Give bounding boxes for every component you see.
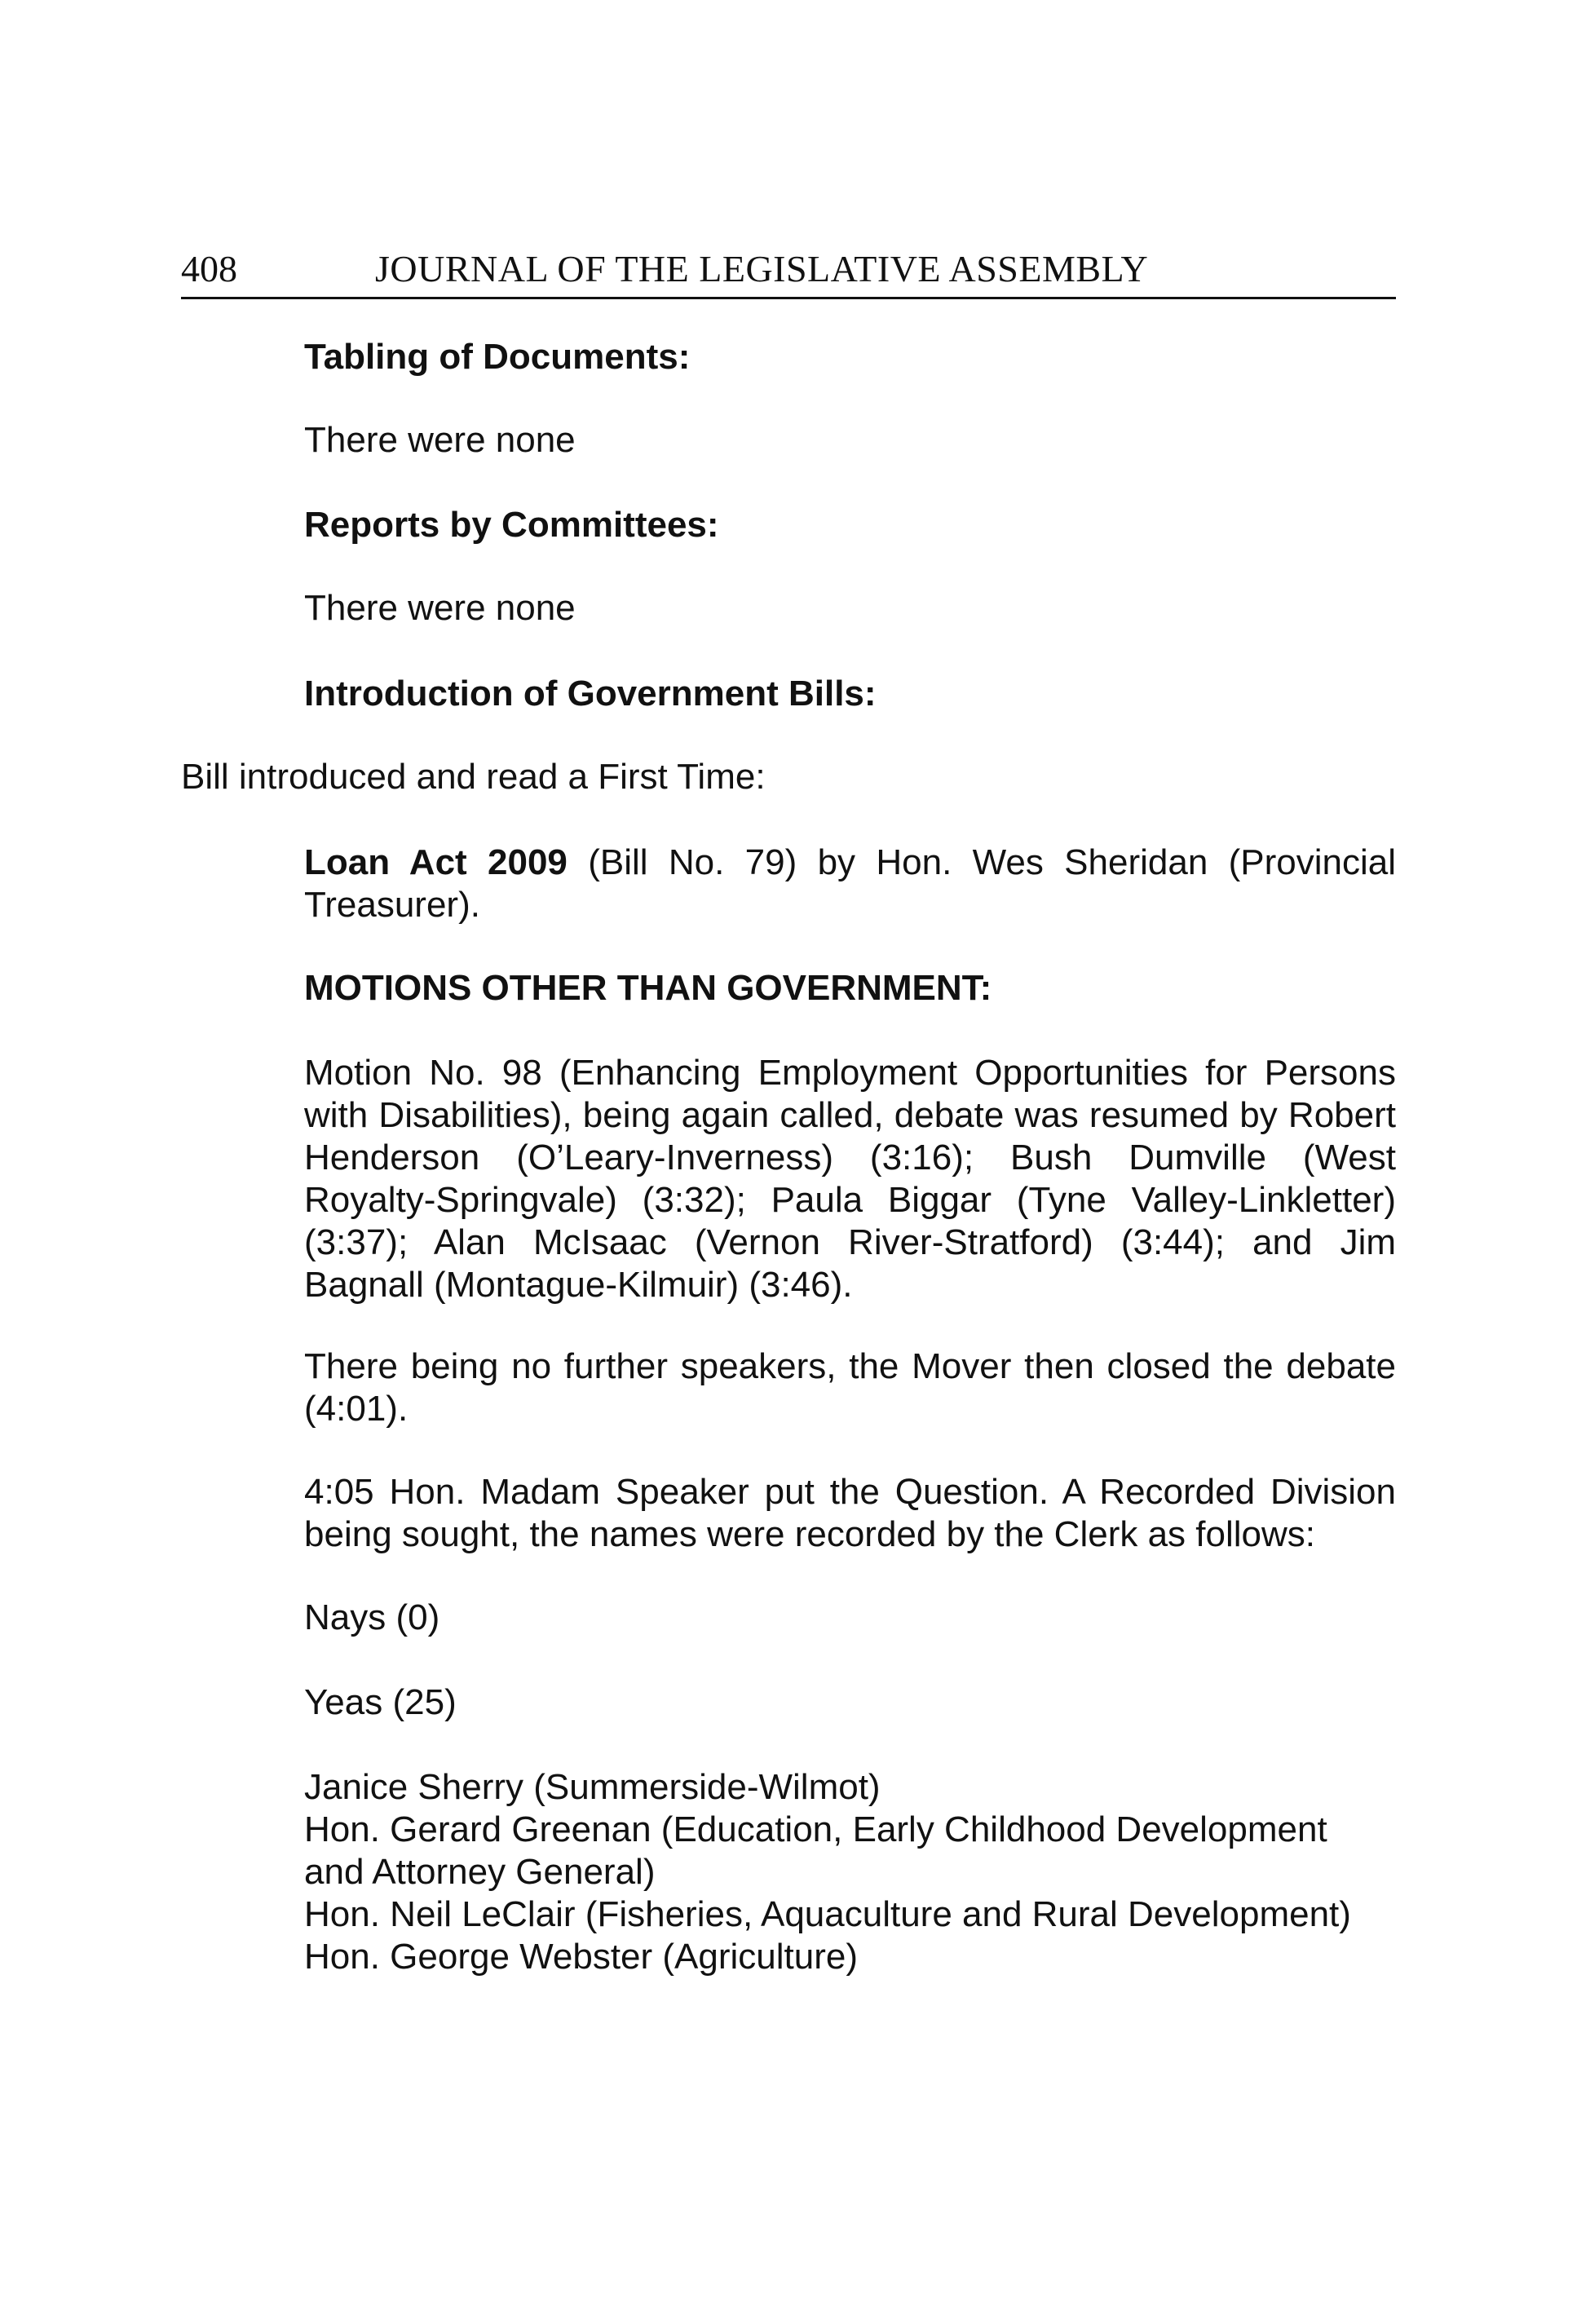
bill-title: Loan Act 2009 — [304, 842, 568, 882]
running-head — [181, 245, 1396, 299]
bill-intro-text: Bill introduced and read a First Time: — [181, 757, 766, 797]
reports-heading: Reports by Committees: — [304, 505, 719, 545]
bill-details: (Bill No. 79) by Hon. Wes Sheridan (Provincial Treasurer). — [304, 842, 1397, 925]
yeas-name-list — [304, 1766, 1396, 1978]
motion-debate-paragraph: Motion No. 98 (Enhancing Employment Opportunities for Persons with Disabilities), being again called, debate was resumed by Robert Henderson (O’Leary-Inverness) (3:16); Bush Dumville (West Royalty-Springvale) (3:32); Paula Biggar (Tyne Valley-Linkletter) (3:37); Alan McIsaac (Vernon River-Stratford) (3:44); and Jim Bagnall (Montague-Kilmuir) (3:46). — [304, 1053, 1396, 1305]
motions-heading: MOTIONS OTHER THAN GOVERNMENT: — [304, 968, 992, 1008]
government-bills-heading: Introduction of Government Bills: — [304, 674, 877, 714]
tabling-text: There were none — [304, 420, 576, 460]
tabling-heading: Tabling of Documents: — [304, 337, 691, 377]
bill-entry — [304, 842, 1396, 926]
list-item: Hon. George Webster (Agriculture) — [304, 1937, 859, 1977]
list-item: Hon. Neil LeClair (Fisheries, Aquaculture and Rural Development) — [304, 1894, 1351, 1934]
journal-title: JOURNAL OF THE LEGISLATIVE ASSEMBLY — [375, 248, 1149, 289]
list-item: Janice Sherry (Summerside-Wilmot) — [304, 1767, 881, 1807]
closing-debate-paragraph: There being no further speakers, the Mover then closed the debate (4:01). — [304, 1346, 1396, 1429]
reports-text: There were none — [304, 588, 576, 628]
recorded-division-paragraph: 4:05 Hon. Madam Speaker put the Question. A Recorded Division being sought, the names were recorded by the Clerk as follows: — [304, 1472, 1396, 1554]
yeas-count: Yeas (25) — [304, 1682, 457, 1722]
list-item: Hon. Gerard Greenan (Education, Early Childhood Development and Attorney General) — [304, 1809, 1327, 1892]
nays-count: Nays (0) — [304, 1597, 440, 1637]
page-number: 408 — [181, 248, 237, 289]
